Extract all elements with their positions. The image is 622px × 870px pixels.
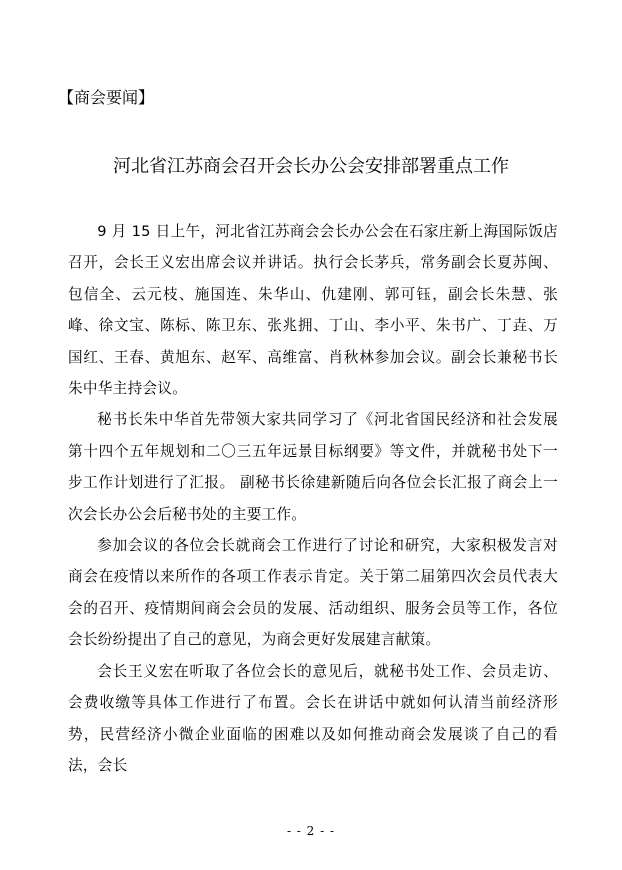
article-body	[68, 216, 558, 781]
article-title: 河北省江苏商会召开会长办公会安排部署重点工作	[113, 156, 509, 177]
paragraph: 参加会议的各位会长就商会工作进行了讨论和研究，大家积极发言对商会在疫情以来所作的各项工作表示肯定。关于第二届第四次会员代表大会的召开、疫情期间商会会员的发展、活动组织、服务会员等工作，各位会长纷纷提出了自己的意见，为商会更好发展建言献策。	[68, 537, 558, 649]
page-number: - - 2 - -	[286, 824, 336, 838]
paragraph: 9 月 15 日上午，河北省江苏商会会长办公会在石家庄新上海国际饭店召开，会长王义宏出席会议并讲话。执行会长茅兵，常务副会长夏苏闽、包信全、云元枝、施国连、朱华山、仇建刚、郭可钰，副会长朱慧、张峰、徐文宝、陈标、陈卫东、张兆拥、丁山、李小平、朱书广、丁垚、万国红、王春、黄旭东、赵军、高维富、肖秋林参加会议。副会长兼秘书长朱中华主持会议。	[68, 223, 558, 398]
paragraph: 秘书长朱中华首先带领大家共同学习了《河北省国民经济和社会发展第十四个五年规划和二〇三五年远景目标纲要》等文件，并就秘书处下一步工作计划进行了汇报。 副秘书长徐建新随后向各位会长汇报了商会上一次会长办公会后秘书处的主要工作。	[68, 411, 558, 523]
paragraph: 会长王义宏在听取了各位会长的意见后，就秘书处工作、会员走访、会费收缴等具体工作进行了布置。会长在讲话中就如何认清当前经济形势，民营经济小微企业面临的困难以及如何推动商会发展谈了自己的看法，会长	[68, 662, 558, 774]
section-tag: 【商会要闻】	[58, 88, 155, 107]
